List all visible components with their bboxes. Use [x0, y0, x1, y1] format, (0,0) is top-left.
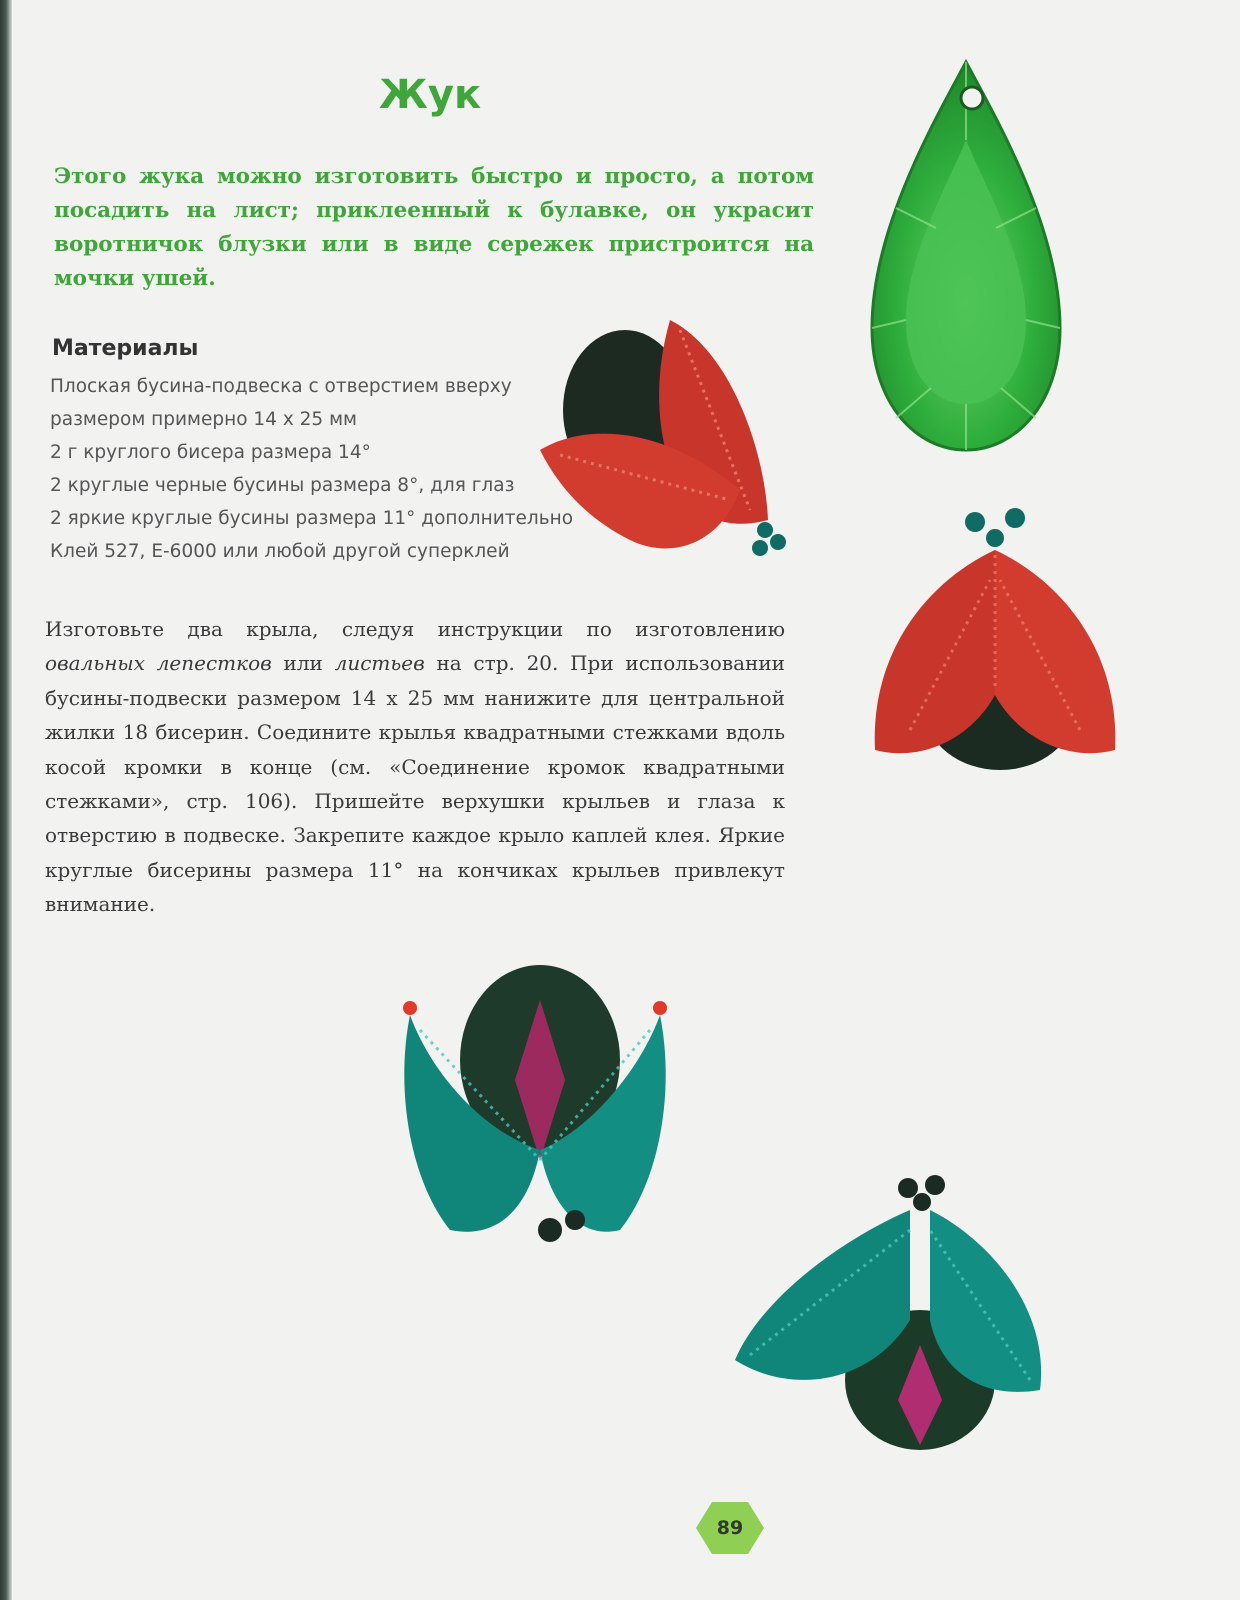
instructions-paragraph — [45, 612, 785, 922]
materials-item: размером примерно 14 х 25 мм — [50, 409, 357, 430]
teal-beetle-photo-1 — [390, 960, 680, 1260]
instructions-text: на стр. 20. При использовании бусины-подвески размером 14 х 25 мм нанижите для центральной жилки 18 бисерин. Соедините крылья квадратными стежками вдоль косой кромки в конце (см. «Соединение кромок квадратными стежками», стр. 106). Пришейте верхушки крыльев и глаза к отверстию в подвеске. Закрепите каждое крыло каплей клея. Яркие круглые бисерины размера 11° на кончиках крыльев привлекут внимание. — [45, 651, 785, 917]
book-spine-edge — [0, 0, 12, 1600]
page-number-badge — [694, 1500, 766, 1556]
page-number: 89 — [716, 1517, 744, 1539]
materials-item: 2 г круглого бисера размера 14° — [50, 442, 371, 463]
materials-item: Клей 527, Е-6000 или любой другой суперклей — [50, 541, 510, 562]
green-pendant-illustration — [866, 58, 1066, 458]
teal-beetle-photo-2 — [730, 1160, 1050, 1460]
instructions-emphasis: овальных лепестков — [45, 651, 272, 676]
intro-paragraph: Этого жука можно изготовить быстро и просто, а потом посадить на лист; приклеенный к булавке, он украсит воротничок блузки или в виде сережек пристроится на мочки ушей. — [54, 164, 814, 291]
materials-item: Плоская бусина-подвеска с отверстием вверху — [50, 376, 512, 397]
page-title: Жук — [378, 72, 482, 118]
materials-heading: Материалы — [52, 336, 199, 361]
instructions-text: или — [271, 651, 335, 676]
red-beetle-photo-1 — [530, 290, 790, 580]
materials-item: 2 круглые черные бусины размера 8°, для глаз — [50, 475, 515, 496]
instructions-emphasis: листьев — [334, 651, 425, 676]
instructions-text: Изготовьте два крыла, следуя инструкции по изготовлению — [45, 617, 785, 641]
red-beetle-photo-2 — [870, 500, 1130, 790]
materials-item: 2 яркие круглые бусины размера 11° дополнительно — [50, 508, 574, 529]
